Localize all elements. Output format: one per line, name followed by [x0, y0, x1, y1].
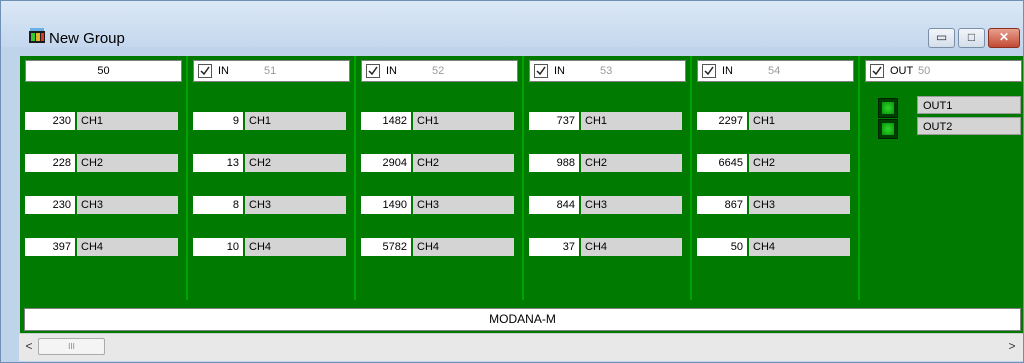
- group-area: [20, 56, 1023, 333]
- channel-name: CH2: [245, 154, 346, 172]
- window-title: New Group: [49, 30, 125, 47]
- panel-in-51: [188, 56, 356, 300]
- panel-label: IN: [722, 65, 733, 77]
- channel-name: CH1: [581, 112, 682, 130]
- checkbox-icon[interactable]: [870, 64, 884, 78]
- panel-number: 52: [432, 65, 445, 77]
- panel-label: IN: [554, 65, 565, 77]
- channel-value: 230: [25, 112, 75, 130]
- output-led-icon: [878, 119, 898, 139]
- channel-name: CH2: [413, 154, 514, 172]
- panel-header[interactable]: [697, 60, 854, 82]
- channel-value: 1490: [361, 196, 411, 214]
- checkbox-icon[interactable]: [534, 64, 548, 78]
- panel-in-52: [356, 56, 524, 300]
- channel-value: 9: [193, 112, 243, 130]
- channel-name: CH4: [245, 238, 346, 256]
- output-name[interactable]: OUT2: [917, 117, 1021, 135]
- horizontal-scrollbar[interactable]: [19, 333, 1023, 361]
- channel-value: 397: [25, 238, 75, 256]
- panel-number: 53: [600, 65, 613, 77]
- channel-value: 13: [193, 154, 243, 172]
- panel-number: 54: [768, 65, 781, 77]
- channel-name: CH1: [245, 112, 346, 130]
- channel-name: CH1: [77, 112, 178, 130]
- channel-name: CH4: [77, 238, 178, 256]
- checkbox-icon[interactable]: [702, 64, 716, 78]
- channel-value: 867: [697, 196, 747, 214]
- channel-value: 844: [529, 196, 579, 214]
- panel-header-value: 50: [97, 65, 110, 77]
- channel-name: CH3: [581, 196, 682, 214]
- title-bar[interactable]: [1, 1, 1023, 47]
- channel-name: CH3: [245, 196, 346, 214]
- checkbox-icon[interactable]: [366, 64, 380, 78]
- panel-label: IN: [218, 65, 229, 77]
- app-icon: [28, 28, 46, 44]
- panel-in-54: [692, 56, 860, 300]
- panel-header[interactable]: [193, 60, 350, 82]
- channel-value: 10: [193, 238, 243, 256]
- channel-name: CH4: [581, 238, 682, 256]
- channel-value: 1482: [361, 112, 411, 130]
- channel-name: CH1: [413, 112, 514, 130]
- panel-header[interactable]: [25, 60, 182, 82]
- channel-value: 228: [25, 154, 75, 172]
- panel-number: 51: [264, 65, 277, 77]
- channel-value: 737: [529, 112, 579, 130]
- close-button[interactable]: ✕: [988, 28, 1020, 48]
- channel-value: 37: [529, 238, 579, 256]
- output-name[interactable]: OUT1: [917, 96, 1021, 114]
- channel-name: CH3: [77, 196, 178, 214]
- panel-number: 50: [918, 65, 931, 77]
- channel-name: CH2: [581, 154, 682, 172]
- channel-name: CH4: [749, 238, 850, 256]
- channel-value: 2904: [361, 154, 411, 172]
- scroll-right-icon[interactable]: >: [1008, 339, 1016, 353]
- panel-label: IN: [386, 65, 397, 77]
- channel-value: 5782: [361, 238, 411, 256]
- channel-name: CH3: [413, 196, 514, 214]
- channel-name: CH4: [413, 238, 514, 256]
- channel-name: CH3: [749, 196, 850, 214]
- panel-header[interactable]: [529, 60, 686, 82]
- minimize-button[interactable]: ▭: [928, 28, 955, 48]
- channel-value: 50: [697, 238, 747, 256]
- channel-value: 6645: [697, 154, 747, 172]
- channel-name: CH2: [77, 154, 178, 172]
- panel-in-53: [524, 56, 692, 300]
- scroll-thumb[interactable]: III: [38, 338, 105, 355]
- panel-label: OUT: [890, 65, 914, 77]
- channel-value: 8: [193, 196, 243, 214]
- panel-header[interactable]: [361, 60, 518, 82]
- panel-header[interactable]: [865, 60, 1022, 82]
- maximize-button[interactable]: □: [958, 28, 985, 48]
- channel-name: CH2: [749, 154, 850, 172]
- output-led-icon: [878, 98, 898, 118]
- channel-value: 988: [529, 154, 579, 172]
- scroll-left-icon[interactable]: <: [25, 339, 33, 353]
- channel-value: 230: [25, 196, 75, 214]
- device-name-bar[interactable]: MODANA-M: [24, 308, 1021, 331]
- channel-name: CH1: [749, 112, 850, 130]
- checkbox-icon[interactable]: [198, 64, 212, 78]
- panel-out-50: [860, 56, 1023, 300]
- panel-50: [20, 56, 188, 300]
- channel-value: 2297: [697, 112, 747, 130]
